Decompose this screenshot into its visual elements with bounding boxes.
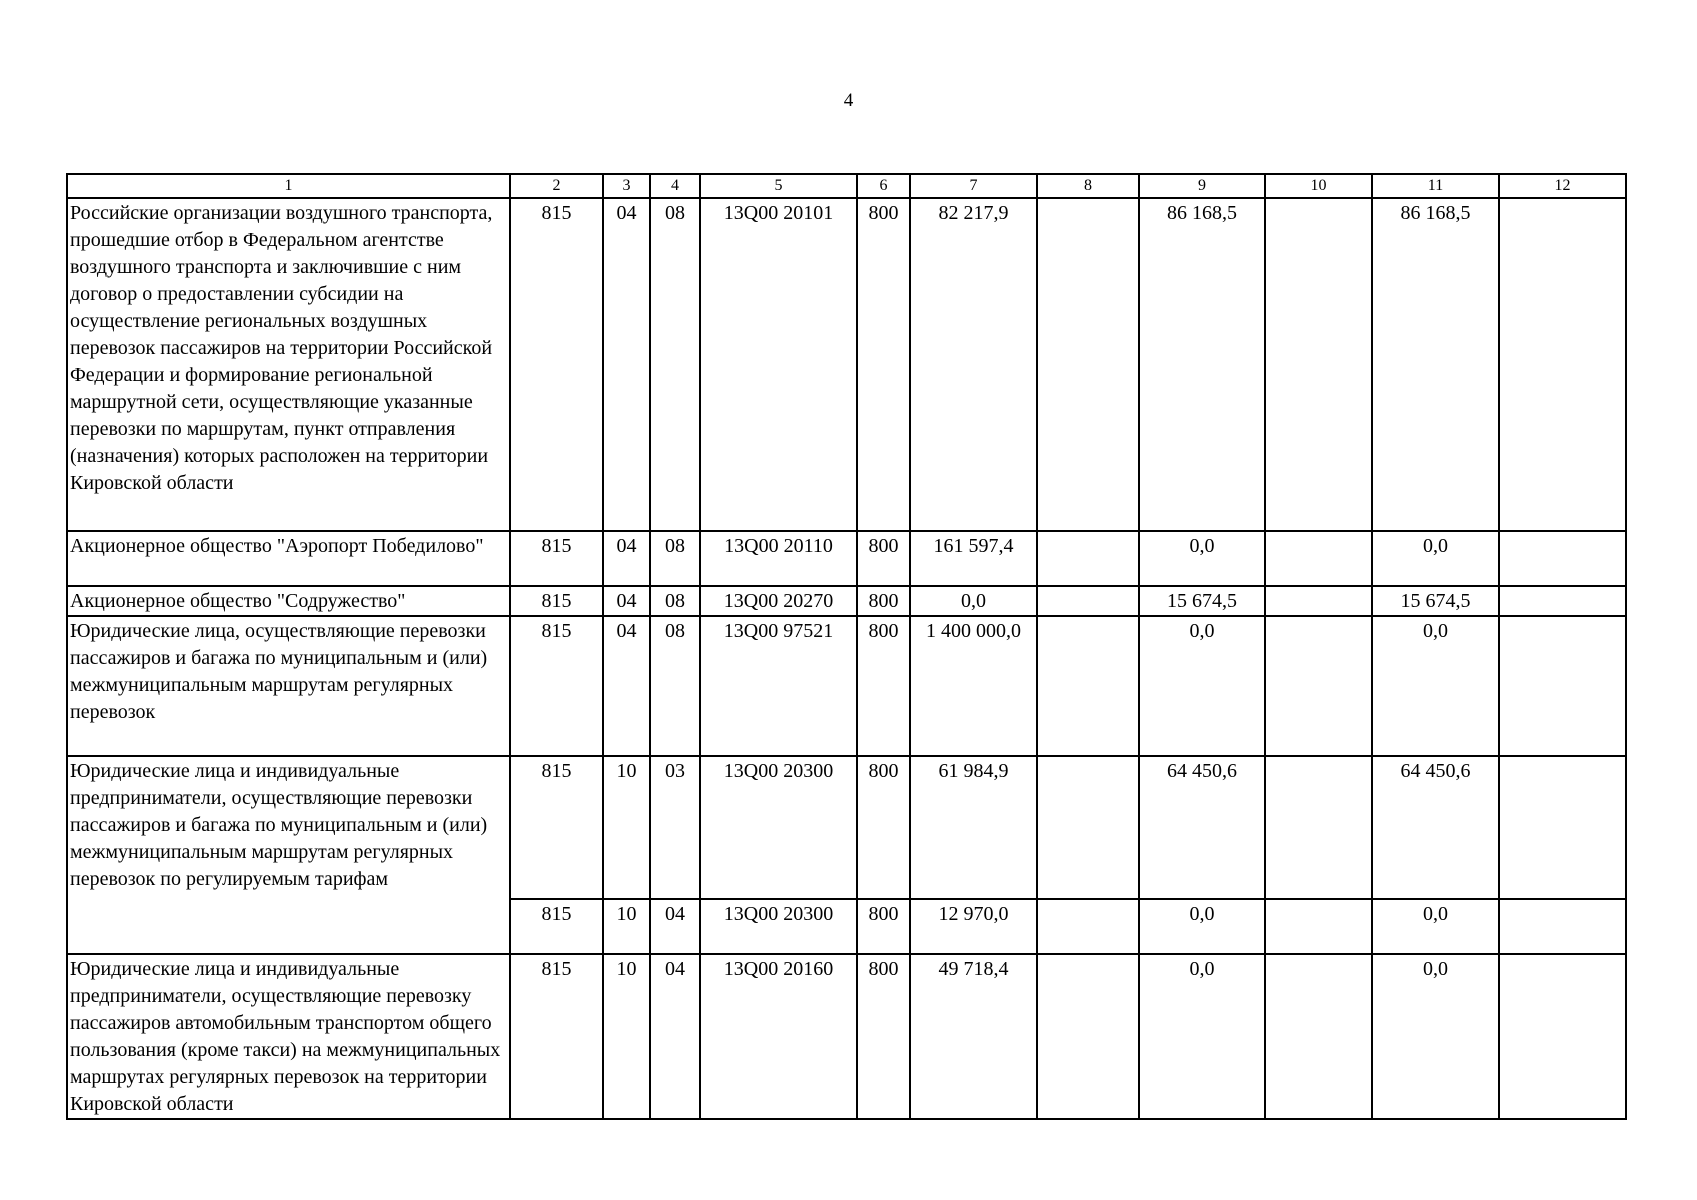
cell-col8	[1037, 586, 1139, 616]
cell-section: 04	[603, 198, 650, 531]
cell-expense-type: 800	[857, 954, 910, 1119]
cell-col9: 64 450,6	[1139, 756, 1265, 899]
page-number: 4	[843, 90, 854, 111]
cell-ministry-code: 815	[510, 899, 603, 954]
cell-col9: 86 168,5	[1139, 198, 1265, 531]
header-cell: 10	[1265, 174, 1372, 198]
cell-col10	[1265, 756, 1372, 899]
cell-col12	[1499, 586, 1626, 616]
cell-ministry-code: 815	[510, 198, 603, 531]
cell-section: 04	[603, 586, 650, 616]
cell-col12	[1499, 954, 1626, 1119]
cell-subsection: 04	[650, 899, 700, 954]
cell-col10	[1265, 899, 1372, 954]
cell-target-article: 13Q00 97521	[700, 616, 857, 756]
header-cell: 1	[67, 174, 510, 198]
cell-col8	[1037, 756, 1139, 899]
cell-col7: 82 217,9	[910, 198, 1037, 531]
cell-section: 04	[603, 531, 650, 586]
cell-col11: 0,0	[1372, 899, 1499, 954]
cell-col9: 15 674,5	[1139, 586, 1265, 616]
cell-ministry-code: 815	[510, 616, 603, 756]
cell-col12	[1499, 198, 1626, 531]
cell-col8	[1037, 198, 1139, 531]
recipient-name: Акционерное общество "Аэропорт Победилово"	[67, 531, 510, 586]
cell-expense-type: 800	[857, 586, 910, 616]
cell-col8	[1037, 954, 1139, 1119]
cell-col11: 0,0	[1372, 531, 1499, 586]
recipient-name: Юридические лица, осуществляющие перевозки пассажиров и багажа по муниципальным и (или) межмуниципальным маршрутам регулярных перевозок	[67, 616, 510, 756]
table-row	[67, 586, 1626, 616]
cell-target-article: 13Q00 20101	[700, 198, 857, 531]
header-cell: 3	[603, 174, 650, 198]
header-cell: 12	[1499, 174, 1626, 198]
cell-col12	[1499, 899, 1626, 954]
table-row	[67, 954, 1626, 1119]
cell-col12	[1499, 616, 1626, 756]
cell-ministry-code: 815	[510, 756, 603, 899]
cell-col10	[1265, 954, 1372, 1119]
cell-section: 10	[603, 954, 650, 1119]
header-cell: 5	[700, 174, 857, 198]
cell-col11: 0,0	[1372, 954, 1499, 1119]
cell-col9: 0,0	[1139, 616, 1265, 756]
table-row	[67, 756, 1626, 899]
cell-section: 04	[603, 616, 650, 756]
header-cell: 8	[1037, 174, 1139, 198]
cell-col10	[1265, 531, 1372, 586]
header-row	[67, 174, 1626, 198]
cell-col8	[1037, 616, 1139, 756]
cell-subsection: 04	[650, 954, 700, 1119]
cell-col7: 49 718,4	[910, 954, 1037, 1119]
recipient-name: Юридические лица и индивидуальные предприниматели, осуществляющие перевозку пассажиров автомобильным транспортом общего пользования (кроме такси) на межмуниципальных маршрутах регулярных перевозок на территории Кировской области	[67, 954, 510, 1119]
recipient-name: Российские организации воздушного транспорта, прошедшие отбор в Федеральном агентстве воздушного транспорта и заключившие с ним договор о предоставлении субсидии на осуществление региональных воздушных перевозок пассажиров на территории Российской Федерации и формирование региональной маршрутной сети, осуществляющие указанные перевозки по маршрутам, пункт отправления (назначения) которых расположен на территории Кировской области	[67, 198, 510, 531]
header-cell: 7	[910, 174, 1037, 198]
cell-col8	[1037, 899, 1139, 954]
cell-ministry-code: 815	[510, 531, 603, 586]
cell-col10	[1265, 616, 1372, 756]
cell-col8	[1037, 531, 1139, 586]
cell-target-article: 13Q00 20110	[700, 531, 857, 586]
cell-col10	[1265, 586, 1372, 616]
table-row	[67, 531, 1626, 586]
header-cell: 9	[1139, 174, 1265, 198]
cell-col9: 0,0	[1139, 531, 1265, 586]
cell-expense-type: 800	[857, 899, 910, 954]
cell-expense-type: 800	[857, 616, 910, 756]
cell-col11: 86 168,5	[1372, 198, 1499, 531]
cell-expense-type: 800	[857, 531, 910, 586]
cell-subsection: 08	[650, 531, 700, 586]
cell-col11: 15 674,5	[1372, 586, 1499, 616]
recipient-name: Акционерное общество "Содружество"	[67, 586, 510, 616]
cell-col7: 161 597,4	[910, 531, 1037, 586]
cell-expense-type: 800	[857, 198, 910, 531]
cell-section: 10	[603, 756, 650, 899]
cell-col9: 0,0	[1139, 899, 1265, 954]
cell-col11: 64 450,6	[1372, 756, 1499, 899]
cell-col10	[1265, 198, 1372, 531]
cell-ministry-code: 815	[510, 586, 603, 616]
cell-col12	[1499, 756, 1626, 899]
header-cell: 6	[857, 174, 910, 198]
cell-section: 10	[603, 899, 650, 954]
cell-col12	[1499, 531, 1626, 586]
cell-ministry-code: 815	[510, 954, 603, 1119]
cell-target-article: 13Q00 20300	[700, 756, 857, 899]
cell-col7: 12 970,0	[910, 899, 1037, 954]
cell-col11: 0,0	[1372, 616, 1499, 756]
cell-subsection: 08	[650, 586, 700, 616]
cell-col9: 0,0	[1139, 954, 1265, 1119]
header-cell: 11	[1372, 174, 1499, 198]
cell-expense-type: 800	[857, 756, 910, 899]
cell-target-article: 13Q00 20300	[700, 899, 857, 954]
budget-table	[66, 173, 1627, 1120]
header-cell: 4	[650, 174, 700, 198]
table-row	[67, 198, 1626, 531]
cell-col7: 1 400 000,0	[910, 616, 1037, 756]
recipient-name: Юридические лица и индивидуальные предприниматели, осуществляющие перевозки пассажиров и багажа по муниципальным и (или) межмуниципальным маршрутам регулярных перевозок по регулируемым тарифам	[67, 756, 510, 954]
header-cell: 2	[510, 174, 603, 198]
cell-subsection: 08	[650, 198, 700, 531]
cell-col7: 0,0	[910, 586, 1037, 616]
cell-subsection: 08	[650, 616, 700, 756]
cell-target-article: 13Q00 20270	[700, 586, 857, 616]
cell-target-article: 13Q00 20160	[700, 954, 857, 1119]
table-row	[67, 616, 1626, 756]
cell-subsection: 03	[650, 756, 700, 899]
cell-col7: 61 984,9	[910, 756, 1037, 899]
